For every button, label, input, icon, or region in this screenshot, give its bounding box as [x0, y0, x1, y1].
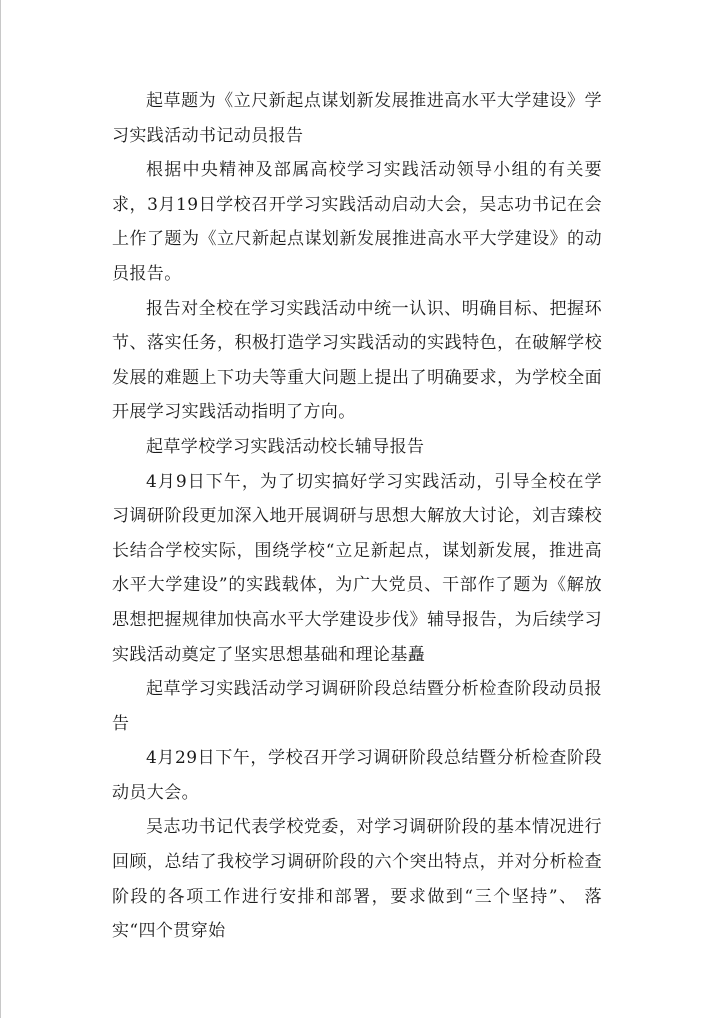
page-edge: [0, 0, 1, 1018]
paragraph-body-4: 4月29日下午，学校召开学习调研阶段总结暨分析检查阶段动员大会。: [112, 748, 602, 803]
paragraph-body-2: 报告对全校在学习实践活动中统一认识、明确目标、把握环节、落实任务，积极打造学习实践活动的实践特色，在破解学校发展的难题上下功夫等重大问题上提出了明确要求，为学校全面开展学习实践活动指明了方向。: [112, 298, 602, 423]
paragraph-heading-3: 起草学习实践活动学习调研阶段总结暨分析检查阶段动员报告: [112, 679, 602, 734]
paragraph-body-1: 根据中央精神及部属高校学习实践活动领导小组的有关要求，3月19日学校召开学习实践活动启动大会，吴志功书记在会上作了题为《立尺新起点谋划新发展推进高水平大学建设》的动员报告。: [112, 160, 602, 284]
paragraph-body-5: 吴志功书记代表学校党委，对学习调研阶段的基本情况进行回顾，总结了我校学习调研阶段的六个突出特点，并对分析检查阶段的各项工作进行安排和部署，要求做到“三个坚持”、 落实“四个贯穿始: [112, 817, 602, 942]
paragraph-body-3: 4月9日下午，为了切实搞好学习实践活动，引导全校在学习调研阶段更加深入地开展调研与思想大解放大讨论，刘吉臻校长结合学校实际，围绕学校“立足新起点，谋划新发展，推进高水平大学建设”的实践载体，为广大党员、干部作了题为《解放思想把握规律加快高水平大学建设步伐》辅导报告，为后续学习实践活动奠定了坚实思想基础和理论基矗: [112, 471, 602, 665]
paragraph-heading-2: 起草学校学习实践活动校长辅导报告: [146, 436, 425, 457]
document-body: [112, 84, 602, 949]
paragraph-heading-1: 起草题为《立尺新起点谋划新发展推进高水平大学建设》学习实践活动书记动员报告: [112, 91, 602, 146]
